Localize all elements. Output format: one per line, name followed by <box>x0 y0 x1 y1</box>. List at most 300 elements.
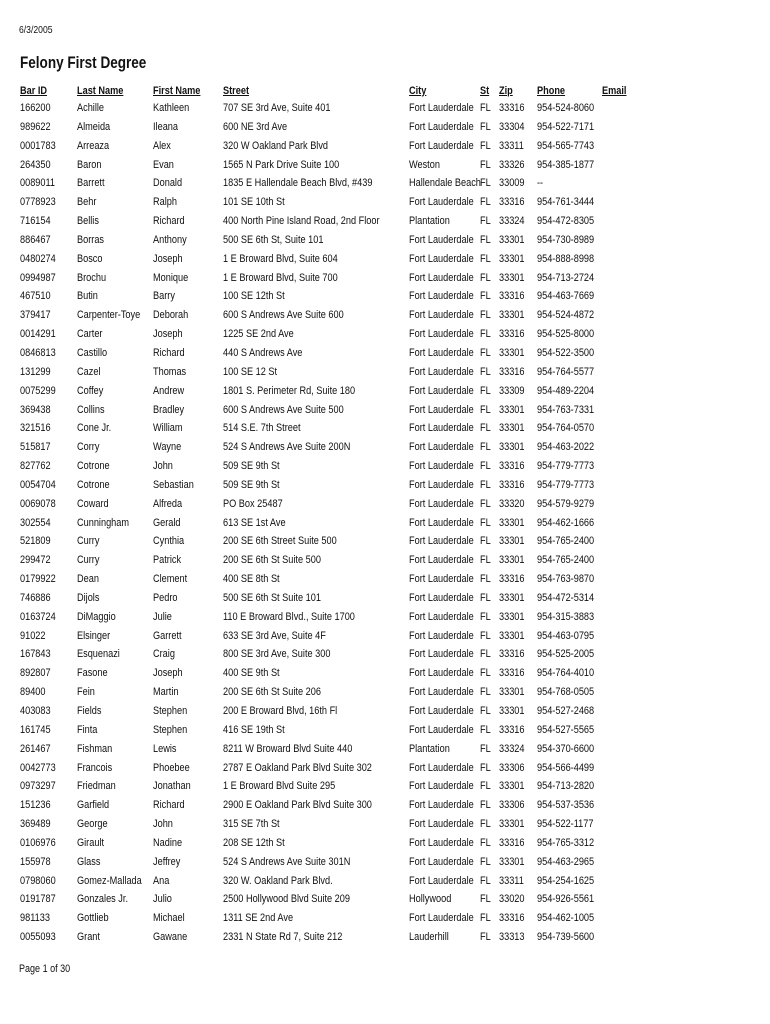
cell-zip: 33301 <box>499 591 525 604</box>
cell-state: FL <box>480 177 491 190</box>
cell-street: 110 E Broward Blvd., Suite 1700 <box>223 610 355 623</box>
table-row <box>20 118 760 137</box>
cell-last-name: Grant <box>77 931 100 944</box>
cell-city: Fort Lauderdale <box>409 403 474 416</box>
table-row <box>20 589 760 608</box>
cell-street: 315 SE 7th St <box>223 818 280 831</box>
cell-bar-id: 0778923 <box>20 196 56 209</box>
cell-phone: 954-463-2022 <box>537 441 595 454</box>
cell-city: Fort Lauderdale <box>409 120 474 133</box>
cell-bar-id: 321516 <box>20 422 51 435</box>
cell-last-name: Carter <box>77 328 103 341</box>
cell-first-name: Deborah <box>153 309 189 322</box>
cell-last-name: Coward <box>77 497 109 510</box>
cell-street: 8211 W Broward Blvd Suite 440 <box>223 742 353 755</box>
cell-street: 1 E Broward Blvd Suite 295 <box>223 780 336 793</box>
cell-state: FL <box>480 403 491 416</box>
cell-first-name: Jonathan <box>153 780 191 793</box>
table-row <box>20 306 760 325</box>
cell-street: 800 SE 3rd Ave, Suite 300 <box>223 648 331 661</box>
header-bar-id: Bar ID <box>20 85 48 97</box>
cell-phone: 954-779-7773 <box>537 460 595 473</box>
table-row <box>20 721 760 740</box>
cell-city: Hallendale Beach <box>409 177 481 190</box>
cell-zip: 33320 <box>499 497 525 510</box>
cell-zip: 33301 <box>499 818 525 831</box>
cell-street: 1225 SE 2nd Ave <box>223 328 294 341</box>
cell-last-name: Finta <box>77 723 98 736</box>
cell-bar-id: 0846813 <box>20 346 56 359</box>
cell-last-name: DiMaggio <box>77 610 116 623</box>
cell-street: 600 NE 3rd Ave <box>223 120 288 133</box>
cell-zip: 33316 <box>499 460 525 473</box>
cell-last-name: Brochu <box>77 271 107 284</box>
table-row <box>20 137 760 156</box>
table-row <box>20 909 760 928</box>
cell-zip: 33316 <box>499 573 525 586</box>
cell-phone: 954-763-9870 <box>537 573 595 586</box>
cell-city: Weston <box>409 158 440 171</box>
table-header-row <box>20 83 760 99</box>
cell-phone: 954-463-0795 <box>537 629 595 642</box>
cell-last-name: Cunningham <box>77 516 130 529</box>
cell-phone: 954-525-2005 <box>537 648 595 661</box>
cell-last-name: Fasone <box>77 667 108 680</box>
table-row <box>20 683 760 702</box>
table-row <box>20 250 760 269</box>
cell-bar-id: 746886 <box>20 591 51 604</box>
cell-state: FL <box>480 554 491 567</box>
cell-last-name: Curry <box>77 554 100 567</box>
table-row <box>20 890 760 909</box>
cell-city: Fort Lauderdale <box>409 648 474 661</box>
table-row <box>20 627 760 646</box>
cell-zip: 33316 <box>499 290 525 303</box>
table-row <box>20 495 760 514</box>
cell-phone: 954-779-7773 <box>537 478 595 491</box>
cell-bar-id: 264350 <box>20 158 51 171</box>
table-row <box>20 476 760 495</box>
cell-first-name: Cynthia <box>153 535 185 548</box>
cell-zip: 33306 <box>499 761 525 774</box>
cell-state: FL <box>480 478 491 491</box>
cell-city: Fort Lauderdale <box>409 346 474 359</box>
table-row <box>20 325 760 344</box>
cell-street: 1311 SE 2nd Ave <box>223 912 294 925</box>
cell-zip: 33301 <box>499 855 525 868</box>
cell-street: 440 S Andrews Ave <box>223 346 303 359</box>
cell-first-name: Anthony <box>153 233 187 246</box>
cell-zip: 33316 <box>499 836 525 849</box>
table-row <box>20 457 760 476</box>
cell-city: Fort Lauderdale <box>409 102 474 114</box>
cell-state: FL <box>480 723 491 736</box>
table-row <box>20 438 760 457</box>
cell-phone: 954-763-7331 <box>537 403 595 416</box>
table-row <box>20 212 760 231</box>
page-title: Felony First Degree <box>20 54 147 72</box>
cell-city: Fort Lauderdale <box>409 799 474 812</box>
table-row <box>20 702 760 721</box>
cell-street: 400 SE 9th St <box>223 667 280 680</box>
cell-city: Hollywood <box>409 893 452 906</box>
cell-last-name: Gomez-Mallada <box>77 874 142 887</box>
cell-zip: 33324 <box>499 742 525 755</box>
cell-state: FL <box>480 120 491 133</box>
header-zip: Zip <box>499 85 513 97</box>
cell-city: Fort Lauderdale <box>409 252 474 265</box>
cell-phone: 954-764-5577 <box>537 365 595 378</box>
table-row <box>20 401 760 420</box>
cell-street: 1 E Broward Blvd, Suite 604 <box>223 252 338 265</box>
cell-street: 416 SE 19th St <box>223 723 285 736</box>
cell-street: 200 SE 6th St Suite 206 <box>223 686 321 699</box>
table-row <box>20 382 760 401</box>
cell-phone: 954-254-1625 <box>537 874 595 887</box>
cell-street: 200 SE 6th Street Suite 500 <box>223 535 337 548</box>
cell-first-name: Richard <box>153 346 185 359</box>
cell-bar-id: 521809 <box>20 535 51 548</box>
cell-phone: 954-764-0570 <box>537 422 595 435</box>
table-row <box>20 174 760 193</box>
cell-phone: 954-565-7743 <box>537 139 595 152</box>
cell-bar-id: 515817 <box>20 441 51 454</box>
cell-street: 1801 S. Perimeter Rd, Suite 180 <box>223 384 356 397</box>
cell-zip: 33316 <box>499 648 525 661</box>
cell-state: FL <box>480 346 491 359</box>
cell-city: Fort Lauderdale <box>409 441 474 454</box>
cell-first-name: Andrew <box>153 384 185 397</box>
cell-city: Fort Lauderdale <box>409 233 474 246</box>
cell-street: 500 SE 6th St, Suite 101 <box>223 233 324 246</box>
header-city: City <box>409 85 427 97</box>
cell-bar-id: 0069078 <box>20 497 56 510</box>
cell-phone: 954-888-8998 <box>537 252 595 265</box>
cell-first-name: Phoebee <box>153 761 190 774</box>
cell-city: Fort Lauderdale <box>409 836 474 849</box>
cell-last-name: Castillo <box>77 346 108 359</box>
cell-first-name: Jeffrey <box>153 855 181 868</box>
cell-last-name: Behr <box>77 196 97 209</box>
table-row <box>20 815 760 834</box>
cell-phone: 954-537-3536 <box>537 799 595 812</box>
cell-phone: 954-739-5600 <box>537 931 595 944</box>
cell-bar-id: 0001783 <box>20 139 56 152</box>
cell-city: Fort Lauderdale <box>409 591 474 604</box>
cell-street: 1565 N Park Drive Suite 100 <box>223 158 340 171</box>
cell-state: FL <box>480 460 491 473</box>
cell-last-name: Bellis <box>77 215 99 228</box>
cell-city: Fort Lauderdale <box>409 139 474 152</box>
cell-first-name: Ana <box>153 874 170 887</box>
cell-first-name: Pedro <box>153 591 178 604</box>
cell-street: 2500 Hollywood Blvd Suite 209 <box>223 893 350 906</box>
cell-zip: 33301 <box>499 441 525 454</box>
cell-first-name: Richard <box>153 215 185 228</box>
table-row <box>20 740 760 759</box>
cell-state: FL <box>480 742 491 755</box>
cell-first-name: Stephen <box>153 705 188 717</box>
cell-first-name: Bradley <box>153 403 185 416</box>
cell-street: 707 SE 3rd Ave, Suite 401 <box>223 102 331 114</box>
cell-street: 400 SE 8th St <box>223 573 280 586</box>
header-street: Street <box>223 85 250 97</box>
cell-bar-id: 0014291 <box>20 328 56 341</box>
cell-phone: 954-522-3500 <box>537 346 595 359</box>
cell-last-name: Girault <box>77 836 105 849</box>
cell-state: FL <box>480 667 491 680</box>
table-row <box>20 514 760 533</box>
cell-street: 2900 E Oakland Park Blvd Suite 300 <box>223 799 372 812</box>
cell-zip: 33301 <box>499 422 525 435</box>
cell-state: FL <box>480 233 491 246</box>
cell-state: FL <box>480 818 491 831</box>
cell-last-name: Fishman <box>77 742 113 755</box>
cell-bar-id: 0163724 <box>20 610 56 623</box>
table-row <box>20 269 760 288</box>
cell-first-name: Michael <box>153 912 185 925</box>
cell-city: Fort Lauderdale <box>409 516 474 529</box>
cell-last-name: Collins <box>77 403 105 416</box>
cell-first-name: Gawane <box>153 931 188 944</box>
cell-city: Fort Lauderdale <box>409 610 474 623</box>
cell-last-name: Corry <box>77 441 100 454</box>
page-footer: Page 1 of 30 <box>19 963 71 975</box>
cell-city: Plantation <box>409 215 450 228</box>
cell-state: FL <box>480 648 491 661</box>
cell-street: 101 SE 10th St <box>223 196 285 209</box>
cell-last-name: Dijols <box>77 591 100 604</box>
cell-phone: 954-370-6600 <box>537 742 595 755</box>
cell-zip: 33316 <box>499 196 525 209</box>
cell-city: Fort Lauderdale <box>409 855 474 868</box>
cell-bar-id: 827762 <box>20 460 51 473</box>
cell-first-name: Wayne <box>153 441 182 454</box>
header-first-name: First Name <box>153 85 201 97</box>
table-row <box>20 853 760 872</box>
table-row <box>20 156 760 175</box>
cell-city: Fort Lauderdale <box>409 478 474 491</box>
cell-state: FL <box>480 290 491 303</box>
cell-zip: 33301 <box>499 252 525 265</box>
cell-first-name: William <box>153 422 183 435</box>
table-row <box>20 99 760 118</box>
cell-street: 509 SE 9th St <box>223 460 280 473</box>
cell-street: PO Box 25487 <box>223 497 283 510</box>
cell-phone: 954-765-2400 <box>537 554 595 567</box>
cell-city: Fort Lauderdale <box>409 780 474 793</box>
cell-bar-id: 131299 <box>20 365 51 378</box>
cell-state: FL <box>480 874 491 887</box>
cell-bar-id: 91022 <box>20 629 46 642</box>
cell-zip: 33306 <box>499 799 525 812</box>
cell-state: FL <box>480 384 491 397</box>
cell-city: Fort Lauderdale <box>409 271 474 284</box>
table-row <box>20 419 760 438</box>
cell-city: Fort Lauderdale <box>409 384 474 397</box>
cell-state: FL <box>480 196 491 209</box>
cell-street: 400 North Pine Island Road, 2nd Floor <box>223 215 380 228</box>
cell-city: Fort Lauderdale <box>409 818 474 831</box>
cell-last-name: Cazel <box>77 365 101 378</box>
cell-zip: 33301 <box>499 309 525 322</box>
cell-bar-id: 261467 <box>20 742 51 755</box>
cell-phone: 954-764-4010 <box>537 667 595 680</box>
cell-city: Fort Lauderdale <box>409 874 474 887</box>
cell-street: 320 W Oakland Park Blvd <box>223 139 329 152</box>
cell-last-name: Baron <box>77 158 102 171</box>
cell-first-name: Barry <box>153 290 175 303</box>
cell-phone: 954-713-2820 <box>537 780 595 793</box>
cell-city: Fort Lauderdale <box>409 460 474 473</box>
attorney-table <box>20 83 760 947</box>
table-row <box>20 759 760 778</box>
cell-bar-id: 892807 <box>20 667 51 680</box>
cell-city: Fort Lauderdale <box>409 686 474 699</box>
cell-zip: 33301 <box>499 346 525 359</box>
cell-first-name: Joseph <box>153 667 183 680</box>
table-row <box>20 344 760 363</box>
cell-bar-id: 467510 <box>20 290 51 303</box>
cell-state: FL <box>480 497 491 510</box>
cell-street: 2331 N State Rd 7, Suite 212 <box>223 931 343 944</box>
cell-last-name: Borras <box>77 233 105 246</box>
cell-phone: 954-463-2965 <box>537 855 595 868</box>
table-row <box>20 532 760 551</box>
cell-city: Fort Lauderdale <box>409 723 474 736</box>
cell-phone: 954-522-1177 <box>537 818 594 831</box>
cell-street: 500 SE 6th St Suite 101 <box>223 591 321 604</box>
cell-first-name: Stephen <box>153 723 188 736</box>
cell-state: FL <box>480 252 491 265</box>
cell-state: FL <box>480 931 491 944</box>
cell-bar-id: 716154 <box>20 215 51 228</box>
cell-first-name: John <box>153 818 173 831</box>
cell-state: FL <box>480 761 491 774</box>
cell-last-name: Dean <box>77 573 99 586</box>
cell-first-name: John <box>153 460 173 473</box>
cell-zip: 33316 <box>499 365 525 378</box>
cell-street: 320 W. Oakland Park Blvd. <box>223 874 333 887</box>
cell-city: Fort Lauderdale <box>409 422 474 435</box>
cell-state: FL <box>480 516 491 529</box>
cell-bar-id: 0798060 <box>20 874 56 887</box>
table-row <box>20 570 760 589</box>
cell-zip: 33301 <box>499 403 525 416</box>
cell-phone: 954-524-4872 <box>537 309 595 322</box>
cell-zip: 33316 <box>499 667 525 680</box>
cell-bar-id: 0191787 <box>20 893 56 906</box>
cell-zip: 33309 <box>499 384 525 397</box>
cell-phone: 954-765-3312 <box>537 836 595 849</box>
cell-street: 208 SE 12th St <box>223 836 285 849</box>
cell-bar-id: 981133 <box>20 912 50 925</box>
cell-last-name: Curry <box>77 535 100 548</box>
cell-city: Fort Lauderdale <box>409 365 474 378</box>
cell-phone: 954-315-3883 <box>537 610 595 623</box>
cell-phone: 954-463-7669 <box>537 290 595 303</box>
cell-bar-id: 89400 <box>20 686 46 699</box>
cell-phone: 954-527-2468 <box>537 705 595 717</box>
cell-last-name: Butin <box>77 290 98 303</box>
table-row <box>20 834 760 853</box>
cell-state: FL <box>480 893 491 906</box>
table-row <box>20 777 760 796</box>
cell-zip: 33301 <box>499 610 525 623</box>
cell-street: 2787 E Oakland Park Blvd Suite 302 <box>223 761 372 774</box>
header-last-name: Last Name <box>77 85 124 97</box>
table-row <box>20 645 760 664</box>
cell-state: FL <box>480 591 491 604</box>
cell-state: FL <box>480 441 491 454</box>
cell-state: FL <box>480 422 491 435</box>
cell-city: Lauderhill <box>409 931 449 944</box>
cell-last-name: Glass <box>77 855 101 868</box>
cell-state: FL <box>480 365 491 378</box>
cell-street: 200 E Broward Blvd, 16th Fl <box>223 705 338 717</box>
cell-last-name: Garfield <box>77 799 110 812</box>
cell-phone: 954-713-2724 <box>537 271 595 284</box>
cell-street: 633 SE 3rd Ave, Suite 4F <box>223 629 326 642</box>
table-row <box>20 193 760 212</box>
cell-state: FL <box>480 535 491 548</box>
cell-zip: 33301 <box>499 554 525 567</box>
header-email: Email <box>602 85 627 97</box>
cell-first-name: Patrick <box>153 554 182 567</box>
cell-first-name: Thomas <box>153 365 187 378</box>
cell-state: FL <box>480 912 491 925</box>
cell-zip: 33316 <box>499 102 525 114</box>
cell-phone: 954-472-8305 <box>537 215 595 228</box>
cell-zip: 33316 <box>499 328 525 341</box>
cell-zip: 33301 <box>499 686 525 699</box>
table-row <box>20 664 760 683</box>
cell-phone: 954-926-5561 <box>537 893 595 906</box>
cell-phone: 954-525-8000 <box>537 328 595 341</box>
cell-first-name: Clement <box>153 573 188 586</box>
cell-last-name: Gonzales Jr. <box>77 893 128 906</box>
cell-zip: 33301 <box>499 780 525 793</box>
cell-phone: 954-489-2204 <box>537 384 595 397</box>
cell-zip: 33316 <box>499 912 525 925</box>
cell-first-name: Ileana <box>153 120 178 133</box>
cell-state: FL <box>480 328 491 341</box>
cell-city: Fort Lauderdale <box>409 705 474 717</box>
cell-first-name: Donald <box>153 177 183 190</box>
cell-zip: 33009 <box>499 177 525 190</box>
cell-state: FL <box>480 102 491 114</box>
cell-phone: 954-524-8060 <box>537 102 595 114</box>
table-row <box>20 231 760 250</box>
cell-city: Fort Lauderdale <box>409 667 474 680</box>
cell-last-name: Friedman <box>77 780 116 793</box>
cell-last-name: Coffey <box>77 384 104 397</box>
cell-last-name: Fields <box>77 705 102 717</box>
cell-street: 600 S Andrews Ave Suite 600 <box>223 309 344 322</box>
cell-zip: 33301 <box>499 535 525 548</box>
cell-first-name: Garrett <box>153 629 182 642</box>
cell-last-name: Gottlieb <box>77 912 109 925</box>
cell-city: Fort Lauderdale <box>409 912 474 925</box>
cell-first-name: Richard <box>153 799 185 812</box>
cell-bar-id: 379417 <box>20 309 51 322</box>
table-row <box>20 928 760 947</box>
table-body <box>20 99 760 947</box>
cell-bar-id: 0106976 <box>20 836 56 849</box>
cell-first-name: Joseph <box>153 328 183 341</box>
table-row <box>20 363 760 382</box>
cell-city: Fort Lauderdale <box>409 328 474 341</box>
